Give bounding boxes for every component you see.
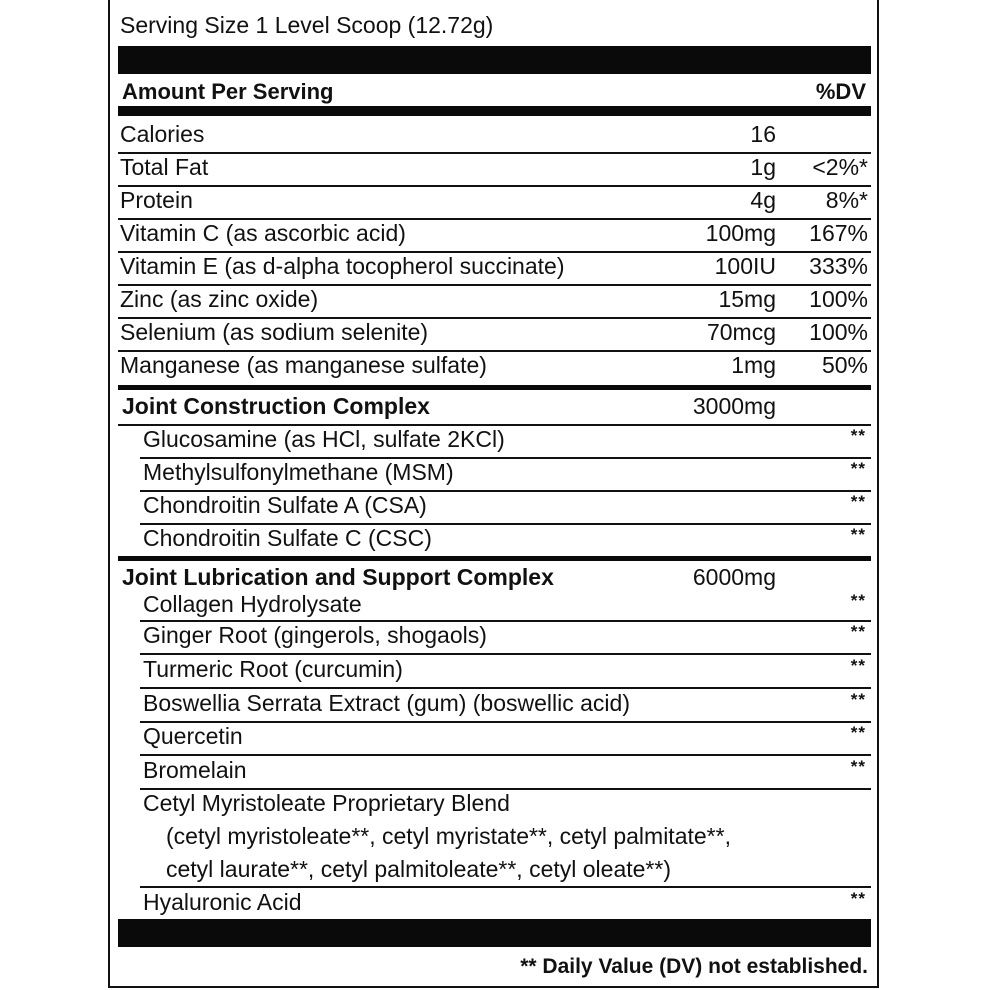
ingredient-name: Chondroitin Sulfate A (CSA) — [143, 492, 427, 518]
nutrient-name: Protein — [120, 187, 193, 213]
thick-divider-bottom — [118, 919, 871, 947]
nutrient-amount: 70mcg — [706, 319, 776, 345]
row-divider — [140, 886, 871, 888]
ingredient-name: Collagen Hydrolysate — [143, 591, 362, 617]
row-divider — [140, 754, 871, 756]
nutrient-name: Zinc (as zinc oxide) — [120, 286, 319, 312]
nutrient-dv: <2%* — [812, 154, 868, 180]
nutrient-dv: 50% — [821, 352, 868, 378]
ingredient-name: Ginger Root (gingerols, shogaols) — [143, 622, 487, 648]
ingredient-name: Quercetin — [143, 723, 243, 749]
nutrient-amount: 100mg — [705, 220, 776, 246]
blend-line-2: cetyl laurate**, cetyl palmitoleate**, cetyl oleate**) — [166, 856, 671, 882]
row-divider — [140, 687, 871, 689]
joint-construction-title: Joint Construction Complex — [122, 393, 430, 419]
ingredient-name: Hyaluronic Acid — [143, 889, 302, 915]
ingredient-dv: ** — [850, 889, 866, 908]
ingredient-name: Bromelain — [143, 757, 247, 783]
nutrient-dv: 100% — [809, 319, 868, 345]
ingredient-dv: ** — [850, 525, 866, 544]
ingredient-dv: ** — [850, 723, 866, 742]
ingredient-name: Turmeric Root (curcumin) — [143, 656, 403, 682]
nutrient-dv: 100% — [809, 286, 868, 312]
ingredient-dv: ** — [850, 492, 866, 511]
joint-construction-amount: 3000mg — [692, 393, 776, 419]
ingredient-dv: ** — [850, 757, 866, 776]
ingredient-dv: ** — [850, 656, 866, 675]
nutrient-amount: 4g — [750, 187, 776, 213]
ingredient-name: Boswellia Serrata Extract (gum) (boswellic acid) — [143, 690, 630, 716]
nutrient-amount: 15mg — [718, 286, 776, 312]
thick-divider-top — [118, 46, 871, 74]
nutrient-name: Vitamin C (as ascorbic acid) — [120, 220, 406, 246]
ingredient-dv: ** — [850, 622, 866, 641]
row-divider — [140, 653, 871, 655]
joint-lubrication-amount: 6000mg — [692, 564, 776, 590]
ingredient-dv: ** — [850, 690, 866, 709]
nutrient-amount: 16 — [750, 121, 776, 147]
row-divider — [140, 721, 871, 723]
nutrient-name: Manganese (as manganese sulfate) — [120, 352, 487, 378]
ingredient-dv: ** — [850, 591, 866, 610]
footnote: ** Daily Value (DV) not established. — [520, 955, 868, 978]
medium-divider — [118, 106, 871, 116]
ingredient-name: Glucosamine (as HCl, sulfate 2KCl) — [143, 426, 505, 452]
section-divider — [118, 556, 871, 561]
nutrient-name: Total Fat — [120, 154, 209, 180]
nutrient-name: Vitamin E (as d-alpha tocopherol succinate) — [120, 253, 565, 279]
nutrient-name: Calories — [120, 121, 205, 147]
nutrient-amount: 1g — [750, 154, 776, 180]
section-divider — [118, 385, 871, 390]
ingredient-name: Methylsulfonylmethane (MSM) — [143, 459, 454, 485]
joint-lubrication-title: Joint Lubrication and Support Complex — [122, 564, 554, 590]
ingredient-dv: ** — [850, 459, 866, 478]
nutrient-dv: 333% — [809, 253, 868, 279]
nutrient-amount: 100IU — [714, 253, 776, 279]
nutrient-dv: 8%* — [825, 187, 868, 213]
serving-size: Serving Size 1 Level Scoop (12.72g) — [120, 12, 494, 38]
ingredient-name: Chondroitin Sulfate C (CSC) — [143, 525, 432, 551]
blend-title: Cetyl Myristoleate Proprietary Blend — [143, 790, 510, 816]
nutrient-name: Selenium (as sodium selenite) — [120, 319, 429, 345]
blend-line-1: (cetyl myristoleate**, cetyl myristate**, cetyl palmitate**, — [166, 823, 731, 849]
nutrient-amount: 1mg — [731, 352, 776, 378]
dv-header: %DV — [815, 79, 866, 104]
ingredient-dv: ** — [850, 426, 866, 445]
nutrient-dv: 167% — [809, 220, 868, 246]
amount-per-serving-label: Amount Per Serving — [122, 79, 334, 104]
